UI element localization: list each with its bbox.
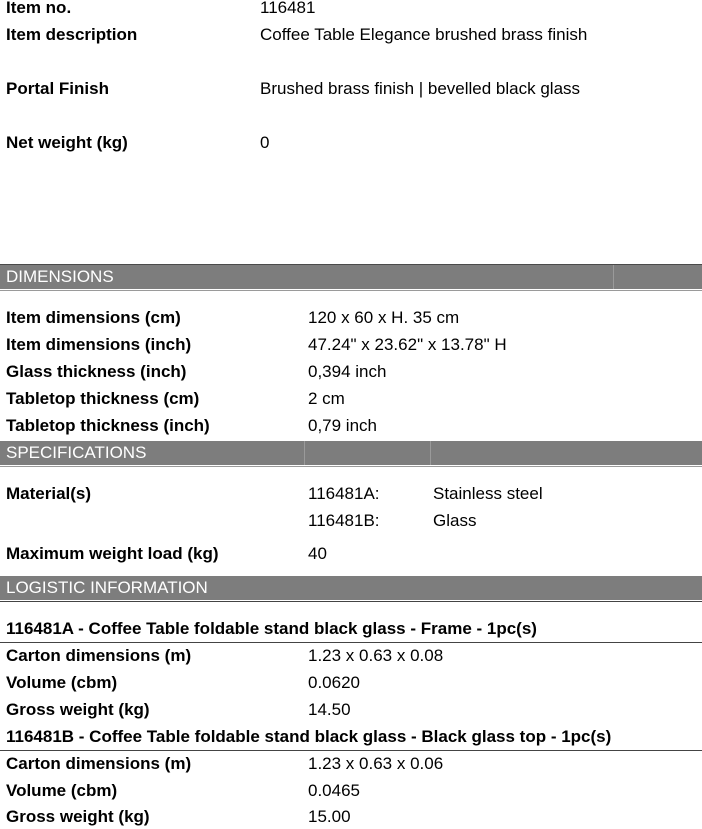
max-weight-load-value: 40 — [308, 544, 327, 563]
material-code: 116481B: — [308, 511, 380, 530]
section-divider — [0, 601, 702, 602]
dimension-label: Tabletop thickness (cm) — [6, 389, 200, 408]
section-divider — [0, 290, 702, 291]
header-cell-divider — [430, 441, 431, 465]
logistic-label: Volume (cbm) — [6, 673, 118, 692]
logistic-value: 14.50 — [308, 700, 351, 719]
net-weight-value: 0 — [260, 133, 270, 152]
dimension-label: Item dimensions (cm) — [6, 308, 181, 327]
part-heading-underline — [0, 750, 702, 751]
portal-finish-value: Brushed brass finish | bevelled black glass — [260, 79, 581, 98]
specifications-section-header — [0, 441, 702, 465]
item-no-label: Item no. — [6, 0, 72, 17]
dimension-value: 120 x 60 x H. 35 cm — [308, 308, 460, 327]
logistic-label: Carton dimensions (m) — [6, 754, 192, 773]
item-description-label: Item description — [6, 25, 138, 44]
material-code: 116481A: — [308, 484, 380, 503]
dimension-label: Tabletop thickness (inch) — [6, 416, 210, 435]
logistic-value: 0.0620 — [308, 673, 360, 692]
material-value: Stainless steel — [433, 484, 543, 503]
logistic-value: 1.23 x 0.63 x 0.06 — [308, 754, 444, 773]
item-description-value: Coffee Table Elegance brushed brass finish — [260, 25, 588, 44]
logistic-label: Gross weight (kg) — [6, 807, 150, 826]
item-no-value: 116481 — [260, 0, 316, 17]
net-weight-label: Net weight (kg) — [6, 133, 128, 152]
material-label: Material(s) — [6, 484, 92, 503]
material-value: Glass — [433, 511, 477, 530]
dimension-value: 0,79 inch — [308, 416, 377, 435]
part-heading-underline — [0, 642, 702, 643]
dimensions-title: DIMENSIONS — [6, 267, 114, 286]
dimension-label: Item dimensions (inch) — [6, 335, 192, 354]
logistic-part-heading: 116481A - Coffee Table foldable stand black glass - Frame - 1pc(s) — [6, 619, 537, 638]
logistic-section-header — [0, 576, 702, 600]
logistic-label: Volume (cbm) — [6, 781, 118, 800]
dimension-label: Glass thickness (inch) — [6, 362, 187, 381]
logistic-label: Gross weight (kg) — [6, 700, 150, 719]
logistic-label: Carton dimensions (m) — [6, 646, 192, 665]
portal-finish-label: Portal Finish — [6, 79, 109, 98]
dimension-value: 47.24" x 23.62" x 13.78" H — [308, 335, 507, 354]
header-cell-divider — [613, 265, 614, 289]
logistic-value: 1.23 x 0.63 x 0.08 — [308, 646, 444, 665]
logistic-value: 15.00 — [308, 807, 351, 826]
dimensions-section-header — [0, 264, 702, 289]
logistic-title: LOGISTIC INFORMATION — [6, 578, 208, 597]
dimension-value: 2 cm — [308, 389, 345, 408]
logistic-value: 0.0465 — [308, 781, 360, 800]
dimension-value: 0,394 inch — [308, 362, 387, 381]
logistic-part-heading: 116481B - Coffee Table foldable stand black glass - Black glass top - 1pc(s) — [6, 727, 612, 746]
section-divider — [0, 466, 702, 467]
specifications-title: SPECIFICATIONS — [6, 443, 147, 462]
header-cell-divider — [304, 441, 305, 465]
max-weight-load-label: Maximum weight load (kg) — [6, 544, 219, 563]
